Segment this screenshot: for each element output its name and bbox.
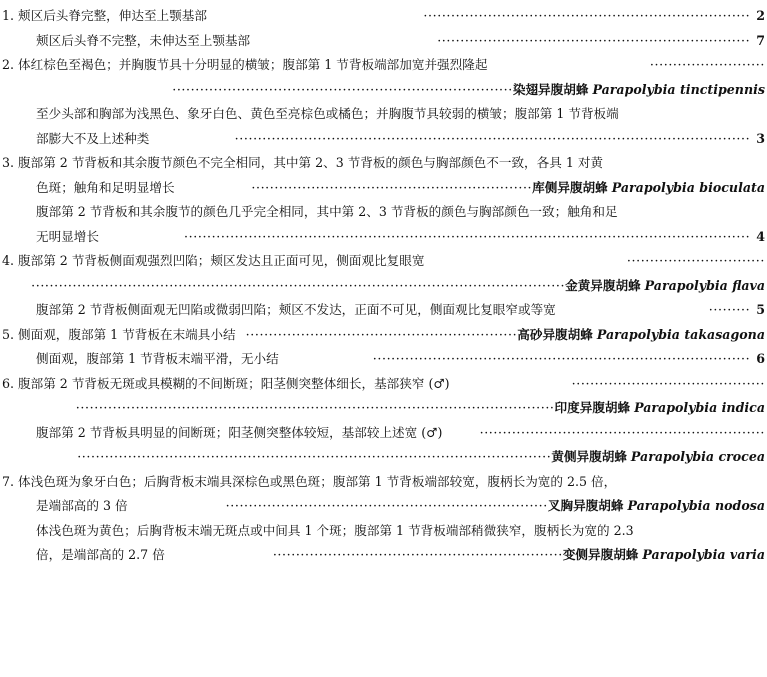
species-scientific-name: Parapolybia takasagona <box>596 326 765 342</box>
key-line <box>0 274 767 299</box>
key-line <box>0 225 767 250</box>
leader-dots: ····························································· <box>251 179 533 195</box>
key-line <box>0 127 767 152</box>
key-line <box>0 29 767 54</box>
leader-dots: ······································································· <box>423 8 751 23</box>
couplet-text: 1. 颊区后头脊完整，伸达至上颚基部 <box>2 8 207 23</box>
key-line <box>0 494 767 519</box>
species-scientific-name: Parapolybia tinctipennis <box>592 81 765 97</box>
couplet-text: 倍，是端部高的 2.7 倍 <box>36 547 165 562</box>
species-scientific-name: Parapolybia varia <box>642 547 765 562</box>
leader-dots: ········· <box>708 302 751 317</box>
leader-dots: ·················································································· <box>372 351 751 366</box>
species-chinese-name: 金黄异腹胡蜂 <box>565 277 641 293</box>
leader-dots: ···································································· <box>437 32 751 48</box>
species-scientific-name: Parapolybia crocea <box>630 449 765 464</box>
key-line <box>0 347 767 372</box>
key-line <box>0 78 767 103</box>
key-line <box>0 200 767 225</box>
key-line <box>0 151 767 176</box>
species-scientific-name: Parapolybia indica <box>634 400 765 415</box>
leader-dots: ························· <box>649 57 765 72</box>
leader-dots: ······································································ <box>225 498 548 513</box>
couplet-text: 腹部第 2 节背板和其余腹节的颜色几乎完全相同，其中第 2、3 节背板的颜色与胸部颜色一致；触角和足 <box>36 204 618 219</box>
species-chinese-name: 叉胸异腹胡蜂 <box>547 498 624 513</box>
species-scientific-name: Parapolybia flava <box>644 277 765 293</box>
couplet-text: 至少头部和胸部为浅黑色、象牙白色、黄色至亮棕色或橘色；并胸腹节具较弱的横皱；腹部第 1 节背板端 <box>36 106 619 121</box>
key-line <box>0 4 767 29</box>
species-chinese-name: 印度异腹胡蜂 <box>554 400 631 415</box>
leader-dots: ······························································ <box>479 424 765 440</box>
key-line <box>0 470 767 495</box>
leader-dots: ················································································································ <box>234 130 751 146</box>
leader-dots: ······························································· <box>272 547 563 562</box>
key-line <box>0 421 767 446</box>
couplet-number: 4 <box>756 228 765 244</box>
species-chinese-name: 变侧异腹胡蜂 <box>562 547 639 562</box>
couplet-number: 2 <box>756 8 765 23</box>
couplet-text: 腹部第 2 节背板侧面观无凹陷或微弱凹陷；颊区不发达，正面不可见，侧面观比复眼窄或等宽 <box>36 302 556 317</box>
leader-dots: ······························ <box>626 253 765 268</box>
leader-dots: ······································································································· <box>77 449 552 464</box>
key-line <box>0 249 767 274</box>
couplet-text: 腹部第 2 节背板具明显的间断斑；阳茎侧突整体较短，基部较上述宽 (♂) <box>36 424 443 440</box>
key-line <box>0 323 767 348</box>
couplet-text: 侧面观，腹部第 1 节背板末端平滑，无小结 <box>36 351 279 366</box>
couplet-text: 6. 腹部第 2 节背板无斑或具模糊的不间断斑；阳茎侧突整体细长，基部狭窄 (♂) <box>2 375 450 391</box>
couplet-text: 是端部高的 3 倍 <box>36 498 128 513</box>
couplet-text: 部膨大不及上述种类 <box>36 130 150 146</box>
species-scientific-name: Parapolybia nodosa <box>627 498 765 513</box>
key-line <box>0 445 767 470</box>
leader-dots: ···················································································································· <box>31 277 566 293</box>
leader-dots: ··························································································································· <box>184 228 751 244</box>
couplet-text: 体浅色斑为黄色；后胸背板末端无斑点或中间具 1 个斑；腹部第 1 节背板端部稍微狭窄，腹柄长为宽的 2.3 <box>36 522 634 538</box>
couplet-text: 5. 侧面观，腹部第 1 节背板在末端具小结 <box>2 326 236 342</box>
key-line <box>0 543 767 568</box>
couplet-text: 4. 腹部第 2 节背板侧面观强烈凹陷；颊区发达且正面可见，侧面观比复眼宽 <box>2 253 425 268</box>
couplet-number: 3 <box>756 130 765 146</box>
species-scientific-name: Parapolybia bioculata <box>611 179 765 195</box>
key-line <box>0 176 767 201</box>
couplet-text: 3. 腹部第 2 节背板和其余腹节颜色不完全相同，其中第 2、3 节背板的颜色与胸部颜色不一致，各具 1 对黄 <box>2 155 604 170</box>
key-line <box>0 298 767 323</box>
key-line <box>0 372 767 397</box>
couplet-text: 颊区后头脊不完整，未伸达至上颚基部 <box>36 32 251 48</box>
species-chinese-name: 染翅异腹胡蜂 <box>512 81 589 97</box>
leader-dots: ··························································· <box>245 326 518 342</box>
couplet-text: 色斑；触角和足明显增长 <box>36 179 175 195</box>
species-chinese-name: 黄侧异腹胡蜂 <box>551 449 627 464</box>
leader-dots: ·········································································· <box>172 81 513 97</box>
leader-dots: ········································································································ <box>75 400 555 415</box>
key-line <box>0 53 767 78</box>
couplet-text: 无明显增长 <box>36 228 99 244</box>
key-line <box>0 102 767 127</box>
couplet-text: 2. 体红棕色至褐色；并胸腹节具十分明显的横皱；腹部第 1 节背板端部加宽并强烈隆起 <box>2 57 488 72</box>
key-line <box>0 396 767 421</box>
couplet-text: 7. 体浅色斑为象牙白色；后胸背板末端具深棕色或黑色斑；腹部第 1 节背板端部较宽，腹柄长为宽的 2.5 倍， <box>2 473 617 489</box>
couplet-number: 6 <box>756 351 765 366</box>
couplet-number: 5 <box>756 302 765 317</box>
species-chinese-name: 库侧异腹胡蜂 <box>532 179 608 195</box>
key-line <box>0 519 767 544</box>
species-chinese-name: 高砂异腹胡蜂 <box>517 326 593 342</box>
identification-key <box>0 4 767 568</box>
couplet-number: 7 <box>756 32 765 48</box>
leader-dots: ·········································· <box>571 375 765 391</box>
